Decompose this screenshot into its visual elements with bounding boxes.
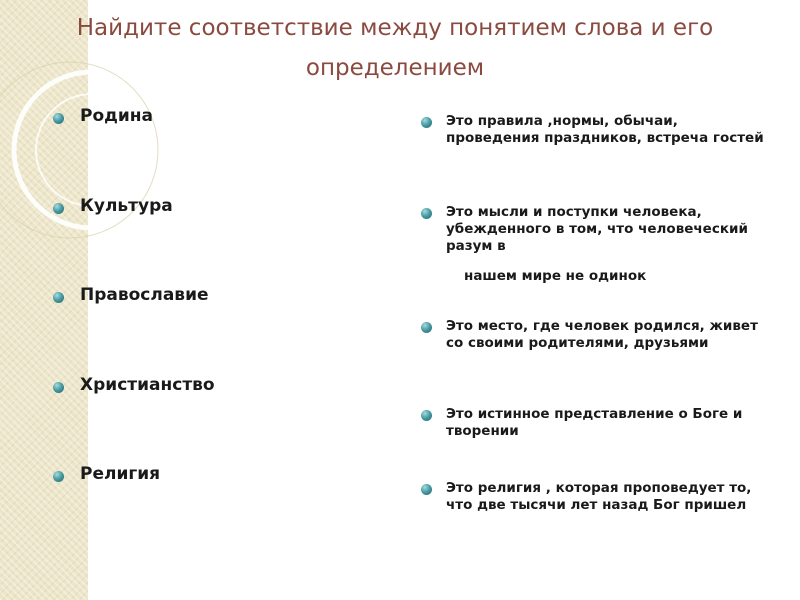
definition-traditions: Это правила ,нормы, обычаи, проведения праздников, встреча гостей: [446, 113, 764, 146]
term-bullet-icon: [53, 292, 64, 303]
term-religiya: Религия: [80, 464, 161, 484]
term-bullet-icon: [53, 382, 64, 393]
definition-bullet-icon: [421, 117, 432, 128]
term-bullet-icon: [53, 113, 64, 124]
term-khristianstvo: Христианство: [80, 375, 215, 395]
definition-humanism-continuation: нашем мире не одинок: [464, 268, 647, 284]
definition-christianity: Это религия , которая проповедует то, что две тысячи лет назад Бог пришел: [446, 480, 752, 513]
term-bullet-icon: [53, 203, 64, 214]
term-rodina: Родина: [80, 106, 153, 126]
definition-orthodoxy: Это истинное представление о Боге и творении: [446, 406, 743, 439]
slide-title: Найдите соответствие между понятием слова и его определением: [76, 15, 714, 81]
definition-bullet-icon: [421, 322, 432, 333]
definition-bullet-icon: [421, 410, 432, 421]
definition-humanism: Это мысли и поступки человека, убежденного в том, что человеческий разум в: [446, 204, 748, 254]
definition-bullet-icon: [421, 484, 432, 495]
term-kultura: Культура: [80, 196, 173, 216]
term-pravoslavie: Православие: [80, 285, 209, 305]
definition-bullet-icon: [421, 208, 432, 219]
term-bullet-icon: [53, 471, 64, 482]
definition-homeland: Это место, где человек родился, живет со своими родителями, друзьями: [446, 318, 758, 351]
